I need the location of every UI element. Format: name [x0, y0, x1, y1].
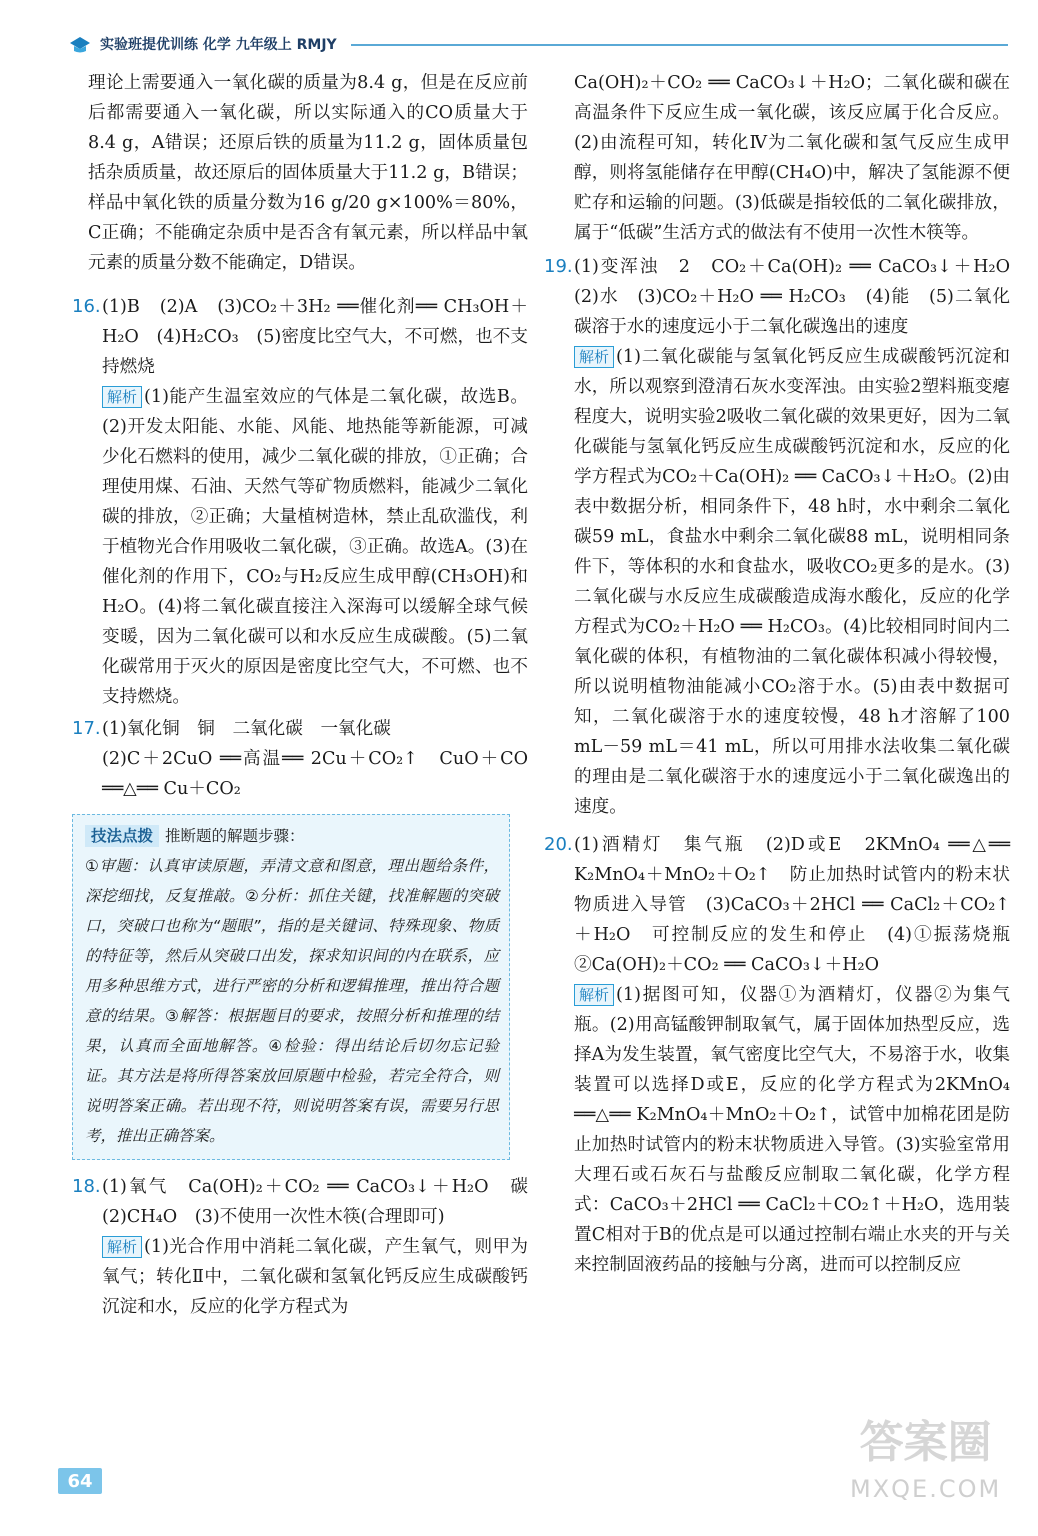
q17-block	[72, 714, 528, 804]
q19-answer-text: (1)变浑浊 2 CO₂＋Ca(OH)₂ ══ CaCO₃↓＋H₂O (2)水 (3)CO₂＋H₂O ══ H₂CO₃ (4)能 (5)二氧化碳溶于水的速度远小于二氧化碳逸出的速度	[574, 257, 1028, 337]
page-header	[68, 30, 1008, 58]
q20-answer-text: (1)酒精灯 集气瓶 (2)D或E 2KMnO₄ ══△══ K₂MnO₄＋MnO₂＋O₂↑ 防止加热时试管内的粉末状物质进入导管 (3)CaCO₃＋2HCl ══ CaCl₂＋CO₂↑＋H₂O 可控制反应的发生和停止 (4)①振荡烧瓶 ②Ca(OH)₂＋CO₂ ══ CaCO₃↓＋H₂O	[574, 835, 1028, 975]
right-column	[544, 68, 1028, 1280]
q17-answer-1-text: (1)氧化铜 铜 二氧化碳 一氧化碳	[102, 719, 391, 739]
tip-header	[85, 821, 499, 851]
q16-number: 16.	[72, 296, 101, 317]
q20-analysis	[574, 980, 1010, 1280]
q16-block	[72, 292, 528, 712]
q18-block	[72, 1172, 546, 1322]
tip-box	[72, 814, 510, 1160]
analysis-badge: 解析	[102, 386, 142, 408]
header-title: 实验班提优训练 化学 九年级上 RMJY	[100, 37, 337, 53]
q18-analysis-text: (1)光合作用中消耗二氧化碳，产生氧气，则甲为氧气；转化Ⅱ中，二氧化碳和氢氧化钙反应生成碳酸钙沉淀和水，反应的化学方程式为	[102, 1237, 528, 1317]
q18-answer	[72, 1172, 546, 1232]
watermark-sub: MXQE.COM	[850, 1475, 1002, 1503]
q15-continuation: 理论上需要通入一氧化碳的质量为8.4 g，但是在反应前后都需要通入一氧化碳，所以实际通入的CO质量大于8.4 g，A错误；还原后铁的质量为11.2 g，固体质量包括杂质质量，故还原后的固体质量大于11.2 g，B错误；样品中氧化铁的质量分数为16 g/20 g×100%＝80%，C正确；不能确定杂质中是否含有氧元素，所以样品中氧元素的质量分数不能确定，D错误。	[88, 73, 528, 273]
q19-block	[544, 252, 1028, 822]
q19-analysis	[574, 342, 1010, 822]
analysis-badge: 解析	[574, 984, 614, 1006]
q18-number: 18.	[72, 1176, 101, 1197]
q19-number: 19.	[544, 256, 573, 277]
q17-answer-1	[72, 714, 528, 744]
q19-analysis-text: (1)二氧化碳能与氢氧化钙反应生成碳酸钙沉淀和水，所以观察到澄清石灰水变浑浊。由实验2塑料瓶变瘪程度大，说明实验2吸收二氧化碳的效果更好，因为二氧化碳能与氢氧化钙反应生成碳酸钙沉淀和水，反应的化学方程式为CO₂＋Ca(OH)₂ ══ CaCO₃↓＋H₂O。(2)由表中数据分析，相同条件下，48 h时，水中剩余二氧化碳59 mL，食盐水中剩余二氧化碳88 mL，说明相同条件下，等体积的水和食盐水，吸收CO₂更多的是水。(3)二氧化碳与水反应生成碳酸造成海水酸化，反应的化学方程式为CO₂＋H₂O ══ H₂CO₃。(4)比较相同时间内二氧化碳的体积，有植物油的二氧化碳体积减小得较慢，所以说明植物油能减小CO₂溶于水。(5)由表中数据可知，二氧化碳溶于水的速度较慢，48 h才溶解了100 mL－59 mL＝41 mL，所以可用排水法收集二氧化碳的理由是二氧化碳溶于水的速度远小于二氧化碳逸出的速度。	[574, 347, 1010, 817]
tip-label: 技法点拨	[85, 825, 159, 847]
page-number: 64	[58, 1468, 102, 1494]
q20-block	[544, 830, 1028, 1280]
q20-number: 20.	[544, 834, 573, 855]
q17-number: 17.	[72, 718, 101, 739]
tip-body: ①审题：认真审读原题，弄清文意和图意，理出题给条件，深挖细找，反复推敲。②分析：抓住关键，找准解题的突破口，突破口也称为“题眼”，指的是关键词、特殊现象、物质的特征等，然后从突破口出发，探求知识间的内在联系，应用多种思维方式，进行严密的分析和逻辑推理，推出符合题意的结果。③解答：根据题目的要求，按照分析和推理的结果，认真而全面地解答。④检验：得出结论后切勿忘记验证。其方法是将所得答案放回原题中检验，若完全符合，则说明答案正确。若出现不符，则说明答案有误，需要另行思考，推出正确答案。	[85, 857, 499, 1145]
header-rule	[351, 44, 1008, 46]
q16-analysis	[102, 382, 528, 712]
q20-analysis-text: (1)据图可知，仪器①为酒精灯，仪器②为集气瓶。(2)用高锰酸钾制取氧气，属于固体加热型反应，选择A为发生装置，氧气密度比空气大，不易溶于水，收集装置可以选择D或E，反应的化学方程式为2KMnO₄ ══△══ K₂MnO₄＋MnO₂＋O₂↑，试管中加棉花团是防止加热时试管内的粉末状物质进入导管。(3)实验室常用大理石或石灰石与盐酸反应制取二氧化碳，化学方程式：CaCO₃＋2HCl ══ CaCl₂＋CO₂↑＋H₂O，选用装置C相对于B的优点是可以通过控制右端止水夹的开与关来控制固液药品的接触与分离，进而可以控制反应	[574, 985, 1010, 1275]
q18-continuation: Ca(OH)₂＋CO₂ ══ CaCO₃↓＋H₂O；二氧化碳和碳在高温条件下反应生成一氧化碳，该反应属于化合反应。(2)由流程可知，转化Ⅳ为二氧化碳和氢气反应生成甲醇，则将氢能储存在甲醇(CH₄O)中，解决了氢能源不便贮存和运输的问题。(3)低碳是指较低的二氧化碳排放，属于“低碳”生活方式的做法有不使用一次性木筷等。	[574, 73, 1010, 243]
tip-title: 推断题的解题步骤：	[165, 827, 305, 845]
book-logo-icon	[68, 33, 92, 55]
watermark-logo	[850, 1417, 1002, 1512]
q18-analysis	[102, 1232, 528, 1322]
analysis-badge: 解析	[102, 1236, 142, 1258]
left-column	[72, 68, 546, 1322]
q17-answer-2: (2)C＋2CuO ══高温══ 2Cu＋CO₂↑ CuO＋CO ══△══ Cu＋CO₂	[102, 749, 528, 799]
q16-answer	[72, 292, 528, 382]
q19-answer	[544, 252, 1028, 342]
q18-answer-text: (1)氧气 Ca(OH)₂＋CO₂ ══ CaCO₃↓＋H₂O 碳 (2)CH₄O (3)不使用一次性木筷(合理即可)	[102, 1177, 546, 1227]
q20-answer	[544, 830, 1028, 980]
analysis-badge: 解析	[574, 346, 614, 368]
watermark-main: 答案圈	[859, 1417, 992, 1468]
q16-answer-text: (1)B (2)A (3)CO₂＋3H₂ ══催化剂══ CH₃OH＋H₂O (4)H₂CO₃ (5)密度比空气大，不可燃，也不支持燃烧	[102, 297, 528, 377]
q16-analysis-text: (1)能产生温室效应的气体是二氧化碳，故选B。(2)开发太阳能、水能、风能、地热能等新能源，可减少化石燃料的使用，减少二氧化碳的排放，①正确；合理使用煤、石油、天然气等矿物质燃料，能减少二氧化碳的排放，②正确；大量植树造林，禁止乱砍滥伐，利于植物光合作用吸收二氧化碳，③正确。故选A。(3)在催化剂的作用下，CO₂与H₂反应生成甲醇(CH₃OH)和H₂O。(4)将二氧化碳直接注入深海可以缓解全球气候变暖，因为二氧化碳可以和水反应生成碳酸。(5)二氧化碳常用于灭火的原因是密度比空气大，不可燃、也不支持燃烧。	[102, 387, 528, 707]
